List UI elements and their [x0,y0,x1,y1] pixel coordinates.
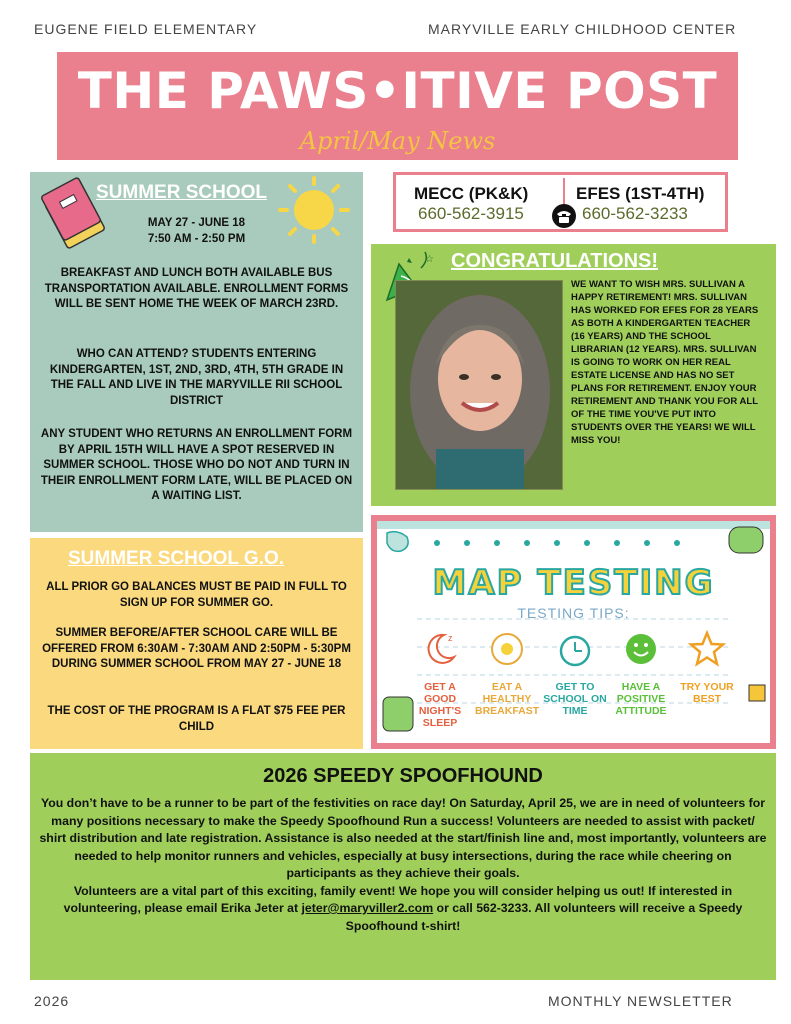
footer-year: 2026 [34,993,70,1009]
map-testing-section [371,515,776,749]
summer-go-para-2: SUMMER BEFORE/AFTER SCHOOL CARE WILL BE OFFERED FROM 6:30AM - 7:30AM AND 2:50PM - 5:30PM DURING SUMMER SCHOOL FROM MAY 27 - JUNE 18 [42,627,351,670]
summer-school-para-1: BREAKFAST AND LUNCH BOTH AVAILABLE BUS TRANSPORTATION AVAILABLE. ENROLLMENT FORMS WILL BE SENT HOME THE WEEK OF MARCH 23RD. [44,267,349,310]
clock-icon [555,629,595,669]
speedy-paragraph-2-end: or call 562-3233. All volunteers will receive a Speedy Spoofhound t-shirt! [345,901,743,933]
testing-tips-heading: TESTING TIPS: [517,605,630,621]
footer-label: MONTHLY NEWSLETTER [548,993,733,1009]
speedy-paragraph-2-start: Volunteers are a vital part of this exciting, family event! We hope you will consider helping us out! If interested in volunteering, please email Erika Jeter at [63,883,733,915]
summer-school-para-2: WHO CAN ATTEND? STUDENTS ENTERING KINDERGARTEN, 1ST, 2ND, 3RD, 4TH, 5TH GRADE IN THE FALL AND LIVE IN THE MARYVILLE RII SCHOOL DISTRICT [49,348,344,407]
school-name-right: MARYVILLE EARLY CHILDHOOD CENTER [428,21,737,37]
breakfast-icon [487,629,527,669]
tip-label-attitude: HAVE A POSITIVE ATTITUDE [615,681,667,717]
svg-text:z: z [448,633,453,643]
speedy-spoofhound-title: 2026 SPEEDY SPOOFHOUND [263,765,543,787]
speedy-paragraph-1: You don’t have to be a runner to be part of the festivities on race day! On Saturday, April 25, we are in need of volunteers for many positions necessary to make the Speedy Spoofhound Run a success! Volunteers are needed to assist with packet/ shirt distribution and late registration. Assistance is also needed at the start/finish line and, most importantly, volunteers are needed to help monitor runners and vehicles, especially at busy intersections, during the race while cheering on participants as they achieve their goals. [39,796,767,880]
email-link[interactable]: jeter@maryviller2.com [301,901,434,915]
teacher-photo [395,280,563,490]
star-icon [687,629,727,669]
contact-box [393,172,728,232]
smiley-icon [621,629,661,669]
tip-label-breakfast: EAT A HEALTHY BREAKFAST [475,681,540,717]
school-name-left: EUGENE FIELD ELEMENTARY [34,21,258,37]
svg-text:☆: ☆ [425,254,434,265]
congratulations-title: CONGRATULATIONS! [451,250,659,272]
summer-school-section [30,172,363,532]
summer-go-para-3: THE COST OF THE PROGRAM IS A FLAT $75 FEE PER CHILD [47,705,346,733]
summer-school-times: 7:50 AM - 2:50 PM [147,233,246,245]
tip-label-best: TRY YOUR BEST [680,681,734,705]
telephone-icon [551,203,577,229]
moon-icon [420,629,460,669]
speedy-spoofhound-body [38,795,768,935]
map-testing-title: MAP TESTING [432,563,715,603]
summer-school-para-3: ANY STUDENT WHO RETURNS AN ENROLLMENT FORM BY APRIL 15TH WILL HAVE A SPOT RESERVED IN SUMMER SCHOOL. THOSE WHO DO NOT AND TURN IN THEIR ENROLLMENT FORM LATE, WILL BE PLACED ON A WAITING LIST. [40,428,353,502]
congratulations-body: WE WANT TO WISH MRS. SULLIVAN A HAPPY RETIREMENT! MRS. SULLIVAN HAS WORKED FOR EFES FOR 28 YEARS AS BOTH A KINDERGARTEN TEACHER (16 YEARS) AND THE SCHOOL LIBRARIAN (12 YEARS). MRS. SULLIVAN IS GOING TO WORK ON HER REAL ESTATE LICENSE AND HAS NO SET PLANS FOR RETIREMENT. ENJOY YOUR RETIREMENT AND THANK YOU FOR ALL OF THE TIME YOU'VE PUT INTO STUDENTS OVER THE YEARS! WE WILL MISS YOU! [571,279,759,446]
summer-go-para-1: ALL PRIOR GO BALANCES MUST BE PAID IN FULL TO SIGN UP FOR SUMMER GO. [46,581,347,609]
summer-go-title: SUMMER SCHOOL G.O. [68,548,285,569]
speedy-spoofhound-section [30,753,776,980]
summer-school-title: SUMMER SCHOOL [96,182,267,203]
newsletter-title: THE PAWS•ITIVE POST [77,62,718,120]
tip-label-on-time: GET TO SCHOOL ON TIME [543,681,607,717]
summer-school-dates: MAY 27 - JUNE 18 [147,217,246,229]
efes-label: EFES (1ST-4TH) [576,184,705,203]
tip-label-sleep: GET A GOOD NIGHT'S SLEEP [418,681,462,729]
summer-go-section [30,538,363,749]
masthead [57,52,738,160]
map-testing-poster [377,521,770,743]
efes-phone[interactable]: 660-562-3233 [582,204,688,223]
mecc-label: MECC (PK&K) [414,184,529,203]
mecc-phone[interactable]: 660-562-3915 [418,204,524,223]
congratulations-section [371,244,776,506]
newsletter-subtitle: April/May News [299,127,496,155]
